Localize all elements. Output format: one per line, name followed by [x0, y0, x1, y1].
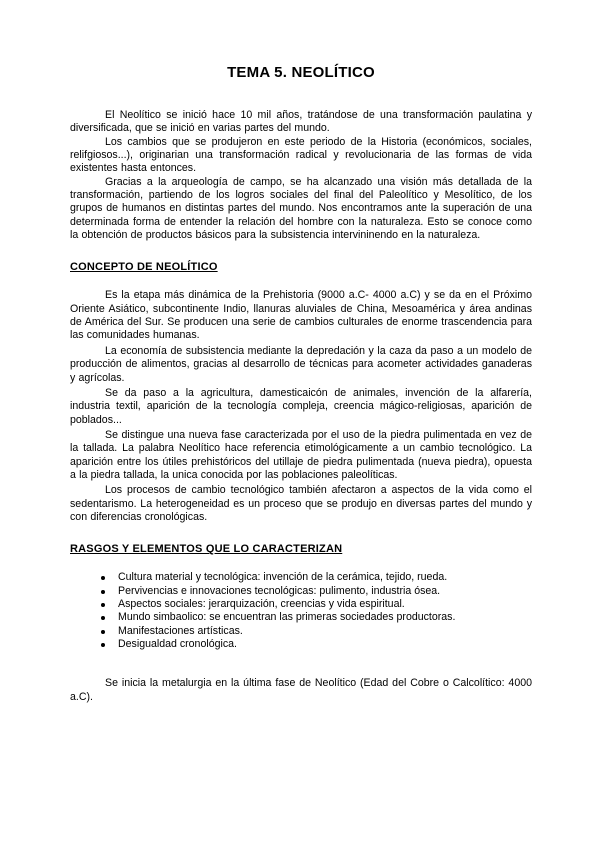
list-item: Desigualdad cronológica.: [70, 638, 532, 651]
list-item: Manifestaciones artísticas.: [70, 625, 532, 638]
section-paragraph: Se da paso a la agricultura, damesticaicón de animales, invención de la alfarería, industria textil, aparición de la tecnología compleja, creencia mágico-religiosas, aparición de poblados...: [70, 386, 532, 426]
section-paragraph: Es la etapa más dinámica de la Prehistoria (9000 a.C- 4000 a.C) y se da en el Próximo Oriente Asiático, subcontinente Indio, llanuras aluviales de China, Mesoamérica y área andinas de América del Sur. Se producen una serie de cambios culturales de enorme trascendencia para las comunidades humanas.: [70, 289, 532, 342]
intro-paragraph: Los cambios que se produjeron en este periodo de la Historia (económicos, sociales, relifgiosos...), originarian una transformación radical y revolucionaria de las formas de vida existentes hasta entonces.: [70, 135, 532, 175]
document-content: [70, 64, 532, 706]
section-heading-rasgos-y-elementos: RASGOS Y ELEMENTOS QUE LO CARACTERIZAN: [70, 543, 343, 556]
section-heading-concepto-de-neolitico: CONCEPTO DE NEOLÍTICO: [70, 261, 218, 274]
section-paragraph: Se distingue una nueva fase caracterizada por el uso de la piedra pulimentada en vez de la tallada. La palabra Neolítico hace referencia etimológicamente a un cambio tecnológico. La aparición entre los útiles prehistóricos del utillaje de piedra pulimentada (nueva piedra), opuesta a la piedra tallada, la unica conocida por las poblaciones paleolíticas.: [70, 428, 532, 481]
intro-paragraph: El Neolítico se inició hace 10 mil años, tratándose de una transformación paulatina y diversificada, que se inició en varias partes del mundo.: [70, 109, 532, 135]
characteristics-list: [70, 571, 532, 651]
section-paragraph: La economía de subsistencia mediante la depredación y la caza da paso a un modelo de producción de alimentos, gracias al desarrollo de técnicas para acometer actividades ganaderas y agrícolas.: [70, 344, 532, 384]
list-item: Cultura material y tecnológica: invención de la cerámica, tejido, rueda.: [70, 571, 532, 584]
list-item: Aspectos sociales: jerarquización, creencias y vida espiritual.: [70, 598, 532, 611]
intro-section: [70, 109, 532, 242]
list-item: Mundo simbaolico: se encuentran las primeras sociedades productoras.: [70, 611, 532, 624]
intro-paragraph: Gracias a la arqueología de campo, se ha alcanzado una visión más detallada de la transformación, partiendo de los logros sociales del final del Paleolítico y Mesolítico, de los grupos de humanos en distintas partes del mundo. Nos encontramos ante la superación de una determinada forma de entender la relación del hombre con la naturaleza. Esto se conoce como la obtención de productos básicos para la subsistencia intervininendo en la naturaleza.: [70, 175, 532, 242]
section-rasgos: [70, 543, 532, 704]
page-title: TEMA 5. NEOLÍTICO: [227, 64, 375, 81]
closing-paragraph: Se inicia la metalurgia en la última fase de Neolítico (Edad del Cobre o Calcolítico: 4000 a.C).: [70, 677, 532, 703]
section-paragraph: Los procesos de cambio tecnológico también afectaron a aspectos de la vida como el sedentarismo. La heterogeneidad es un proceso que se produjo en diversas partes del mundo y con diferencias cronológicas.: [70, 484, 532, 523]
list-item: Pervivencias e innovaciones tecnológicas: pulimento, industria ósea.: [70, 585, 532, 598]
section-concepto: [70, 261, 532, 524]
